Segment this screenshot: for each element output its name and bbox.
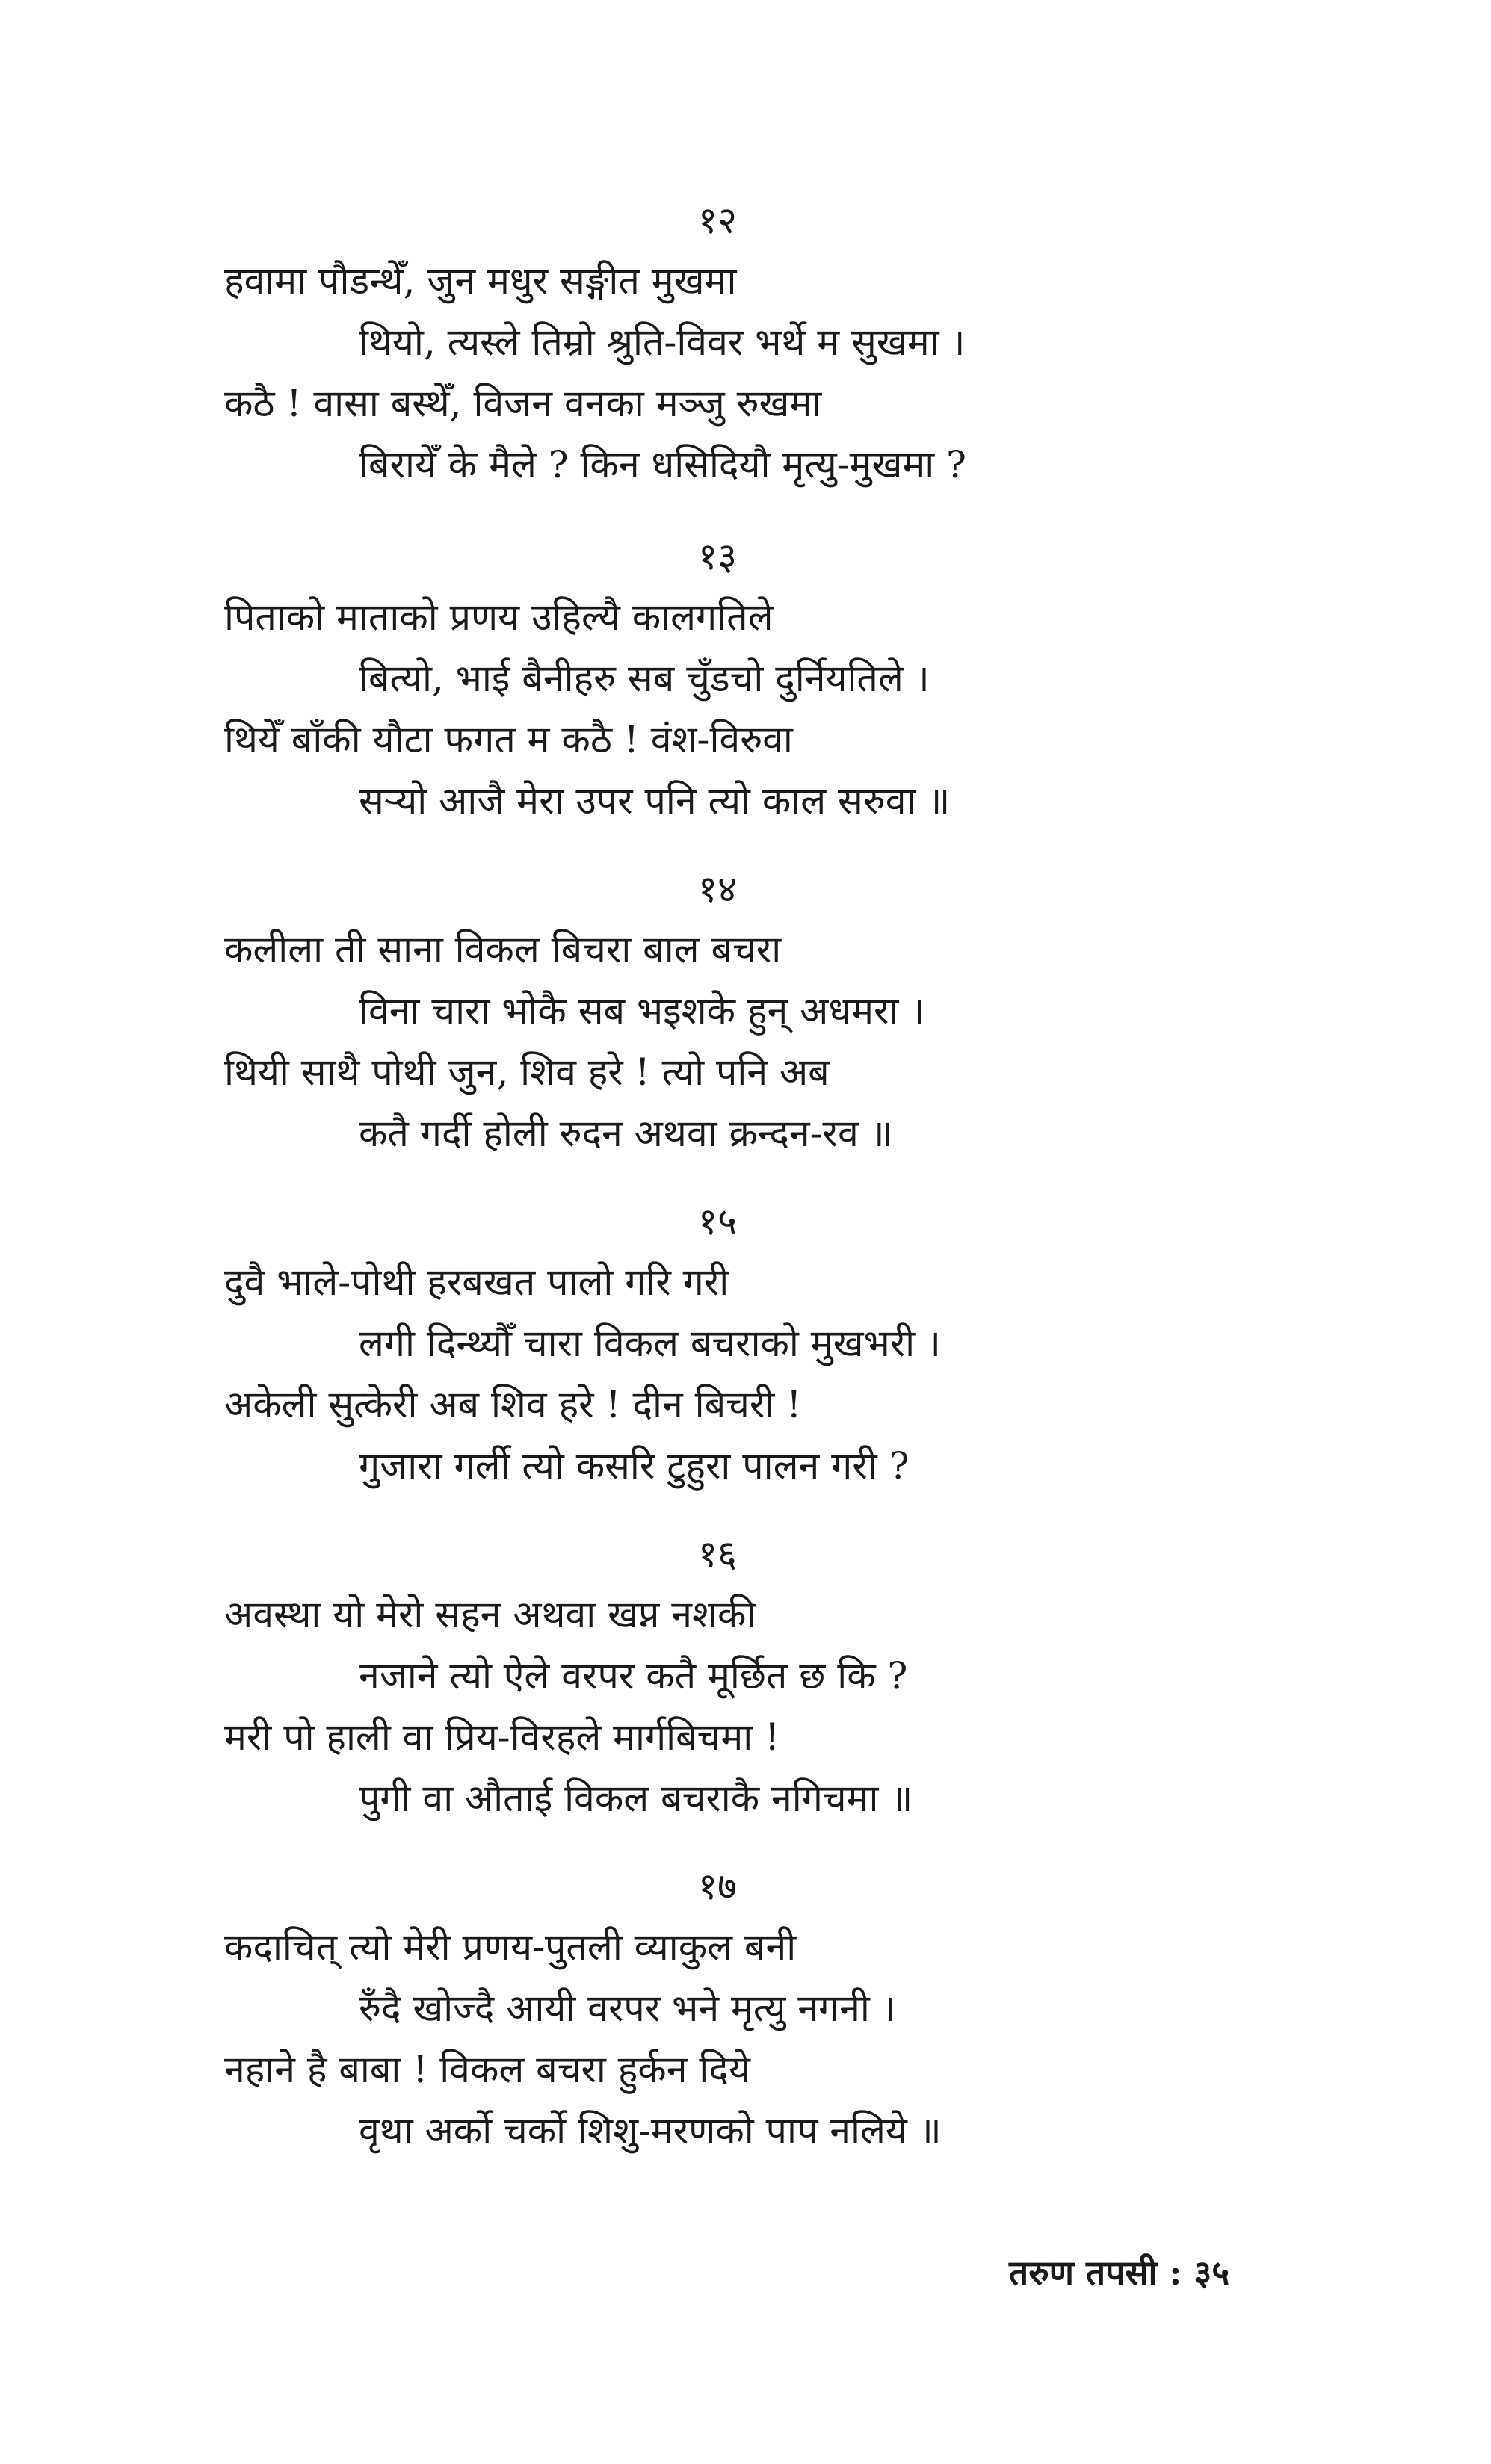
verse-number: १४	[698, 867, 737, 911]
verse-line: लगी दिन्थ्यौँ चारा विकल बचराको मुखभरी ।	[359, 1322, 941, 1365]
verse-17	[224, 1857, 1271, 2161]
verse-line: सऱ्यो आजै मेरा उपर पनि त्यो काल सरुवा ॥	[359, 779, 951, 823]
page-footer	[1009, 2249, 1229, 2295]
verse-line: हवामा पौडन्थेँ, जुन मधुर सङ्गीत मुखमा	[224, 259, 737, 303]
verse-line: थियी साथै पोथी जुन, शिव हरे ! त्यो पनि अब	[224, 1050, 830, 1094]
verse-line: वृथा अर्को चर्को शिशु-मरणको पाप नलिये ॥	[359, 2109, 942, 2152]
verse-line: गुजारा गर्ली त्यो कसरि टुहुरा पालन गरी ?	[359, 1444, 910, 1488]
page-number: ३५	[1194, 2253, 1230, 2293]
verse-line: अवस्था यो मेरो सहन अथवा खप्न नशकी	[224, 1593, 756, 1636]
verse-line: पुगी वा औताई विकल बचराकै नगिचमा ॥	[359, 1777, 913, 1820]
verse-line: बित्यो, भाई बैनीहरु सब चुँडचो दुर्नियतिले ।	[359, 657, 930, 700]
verse-line: विना चारा भोकै सब भइशके हुन् अधमरा ।	[359, 989, 925, 1033]
footer-separator: :	[1169, 2253, 1182, 2293]
verse-16	[224, 1524, 1271, 1829]
verse-number: १६	[698, 1532, 737, 1576]
book-title: तरुण तपसी	[1009, 2253, 1158, 2293]
verse-number: १५	[698, 1200, 737, 1243]
verse-number: १२	[698, 199, 737, 242]
verse-line: थियेँ बाँकी यौटा फगत म कठै ! वंश-विरुवा	[224, 718, 793, 761]
verse-line: कदाचित् त्यो मेरी प्रणय-पुतली व्याकुल बनी	[224, 1925, 797, 1969]
verse-line: पिताको माताको प्रणय उहिल्यै कालगतिले	[224, 595, 774, 639]
verse-line: थियो, त्यस्ले तिम्रो श्रुति-विवर भर्थे म सुखमा ।	[359, 321, 966, 364]
verse-line: कतै गर्दी होली रुदन अथवा क्रन्दन-रव ॥	[359, 1112, 893, 1155]
verse-line: बिरायेँ के मैले ? किन धसिदियौ मृत्यु-मुखमा ?	[359, 443, 966, 486]
verse-13	[224, 527, 1271, 832]
verse-line: अकेली सुत्केरी अब शिव हरे ! दीन बिचरी !	[224, 1383, 802, 1426]
verse-line: कलीला ती साना विकल बिचरा बाल बचरा	[224, 928, 782, 971]
verse-line: मरी पो हाली वा प्रिय-विरहले मार्गबिचमा !	[224, 1715, 780, 1759]
verse-14	[224, 859, 1271, 1164]
verse-15	[224, 1192, 1271, 1496]
verse-number: १७	[698, 1865, 737, 1908]
verse-line: नहाने है बाबा ! विकल बचरा हुर्कन दिये	[224, 2048, 750, 2091]
verse-line: कठै ! वासा बस्थेँ, विजन वनका मञ्जु रुखमा	[224, 382, 822, 425]
verse-number: १३	[698, 535, 737, 578]
verse-line: नजाने त्यो ऐले वरपर कतै मूर्छित छ कि ?	[359, 1654, 908, 1697]
verse-line: रुँदै खोज्दै आयी वरपर भने मृत्यु नगनी ।	[359, 1987, 896, 2030]
verse-line: दुवै भाले-पोथी हरबखत पालो गरि गरी	[224, 1260, 729, 1304]
verse-12	[224, 191, 1271, 495]
